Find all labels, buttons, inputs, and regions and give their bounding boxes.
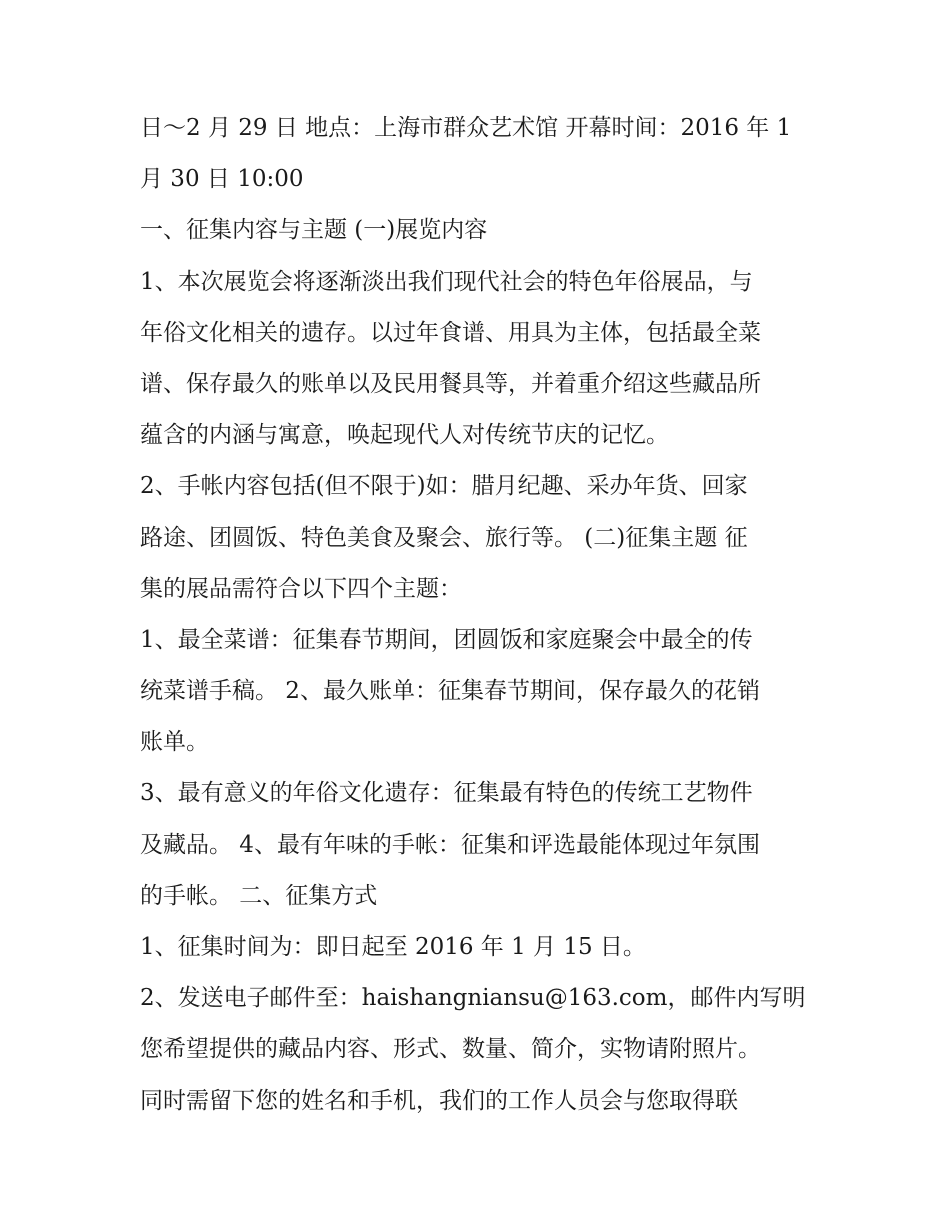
text-line: 账单。 — [140, 729, 209, 756]
text-line: 年俗文化相关的遗存。以过年食谱、用具为主体，包括最全菜 — [140, 319, 761, 346]
section-heading: 的手帐。 二、征集方式 — [140, 882, 378, 909]
text-line: 1、本次展览会将逐渐淡出我们现代社会的特色年俗展品，与 — [140, 268, 753, 295]
text-line: 同时需留下您的姓名和手机，我们的工作人员会与您取得联 — [140, 1087, 738, 1114]
body-text — [140, 103, 820, 1127]
text-line: 统菜谱手稿。 2、最久账单：征集春节期间，保存最久的花销 — [140, 678, 760, 705]
email-text-line: 2、发送电子邮件至：haishangniansu@163.com，邮件内写明 — [140, 985, 806, 1012]
text-line: 2、手帐内容包括(但不限于)如：腊月纪趣、采办年货、回家 — [140, 473, 748, 500]
text-line: 集的展品需符合以下四个主题： — [140, 575, 462, 602]
text-line: 3、最有意义的年俗文化遗存：征集最有特色的传统工艺物件 — [140, 780, 753, 807]
text-line: 及藏品。 4、最有年味的手帐：征集和评选最能体现过年氛围 — [140, 831, 760, 858]
text-line: 1、征集时间为：即日起至 2016 年 1 月 15 日。 — [140, 934, 646, 960]
text-line: 月 30 日 10:00 — [140, 166, 304, 193]
section-heading: 一、征集内容与主题 (一)展览内容 — [140, 217, 488, 244]
text-line: 蕴含的内涵与寓意，唤起现代人对传统节庆的记忆。 — [140, 422, 669, 449]
text-line: 日～2 月 29 日 地点：上海市群众艺术馆 开幕时间：2016 年 1 — [140, 115, 792, 141]
text-line: 路途、团圆饭、特色美食及聚会、旅行等。 (二)征集主题 征 — [140, 524, 748, 551]
text-line: 谱、保存最久的账单以及民用餐具等，并着重介绍这些藏品所 — [140, 370, 761, 397]
text-line: 1、最全菜谱：征集春节期间，团圆饭和家庭聚会中最全的传 — [140, 626, 753, 653]
text-line: 您希望提供的藏品内容、形式、数量、简介，实物请附照片。 — [140, 1036, 761, 1063]
